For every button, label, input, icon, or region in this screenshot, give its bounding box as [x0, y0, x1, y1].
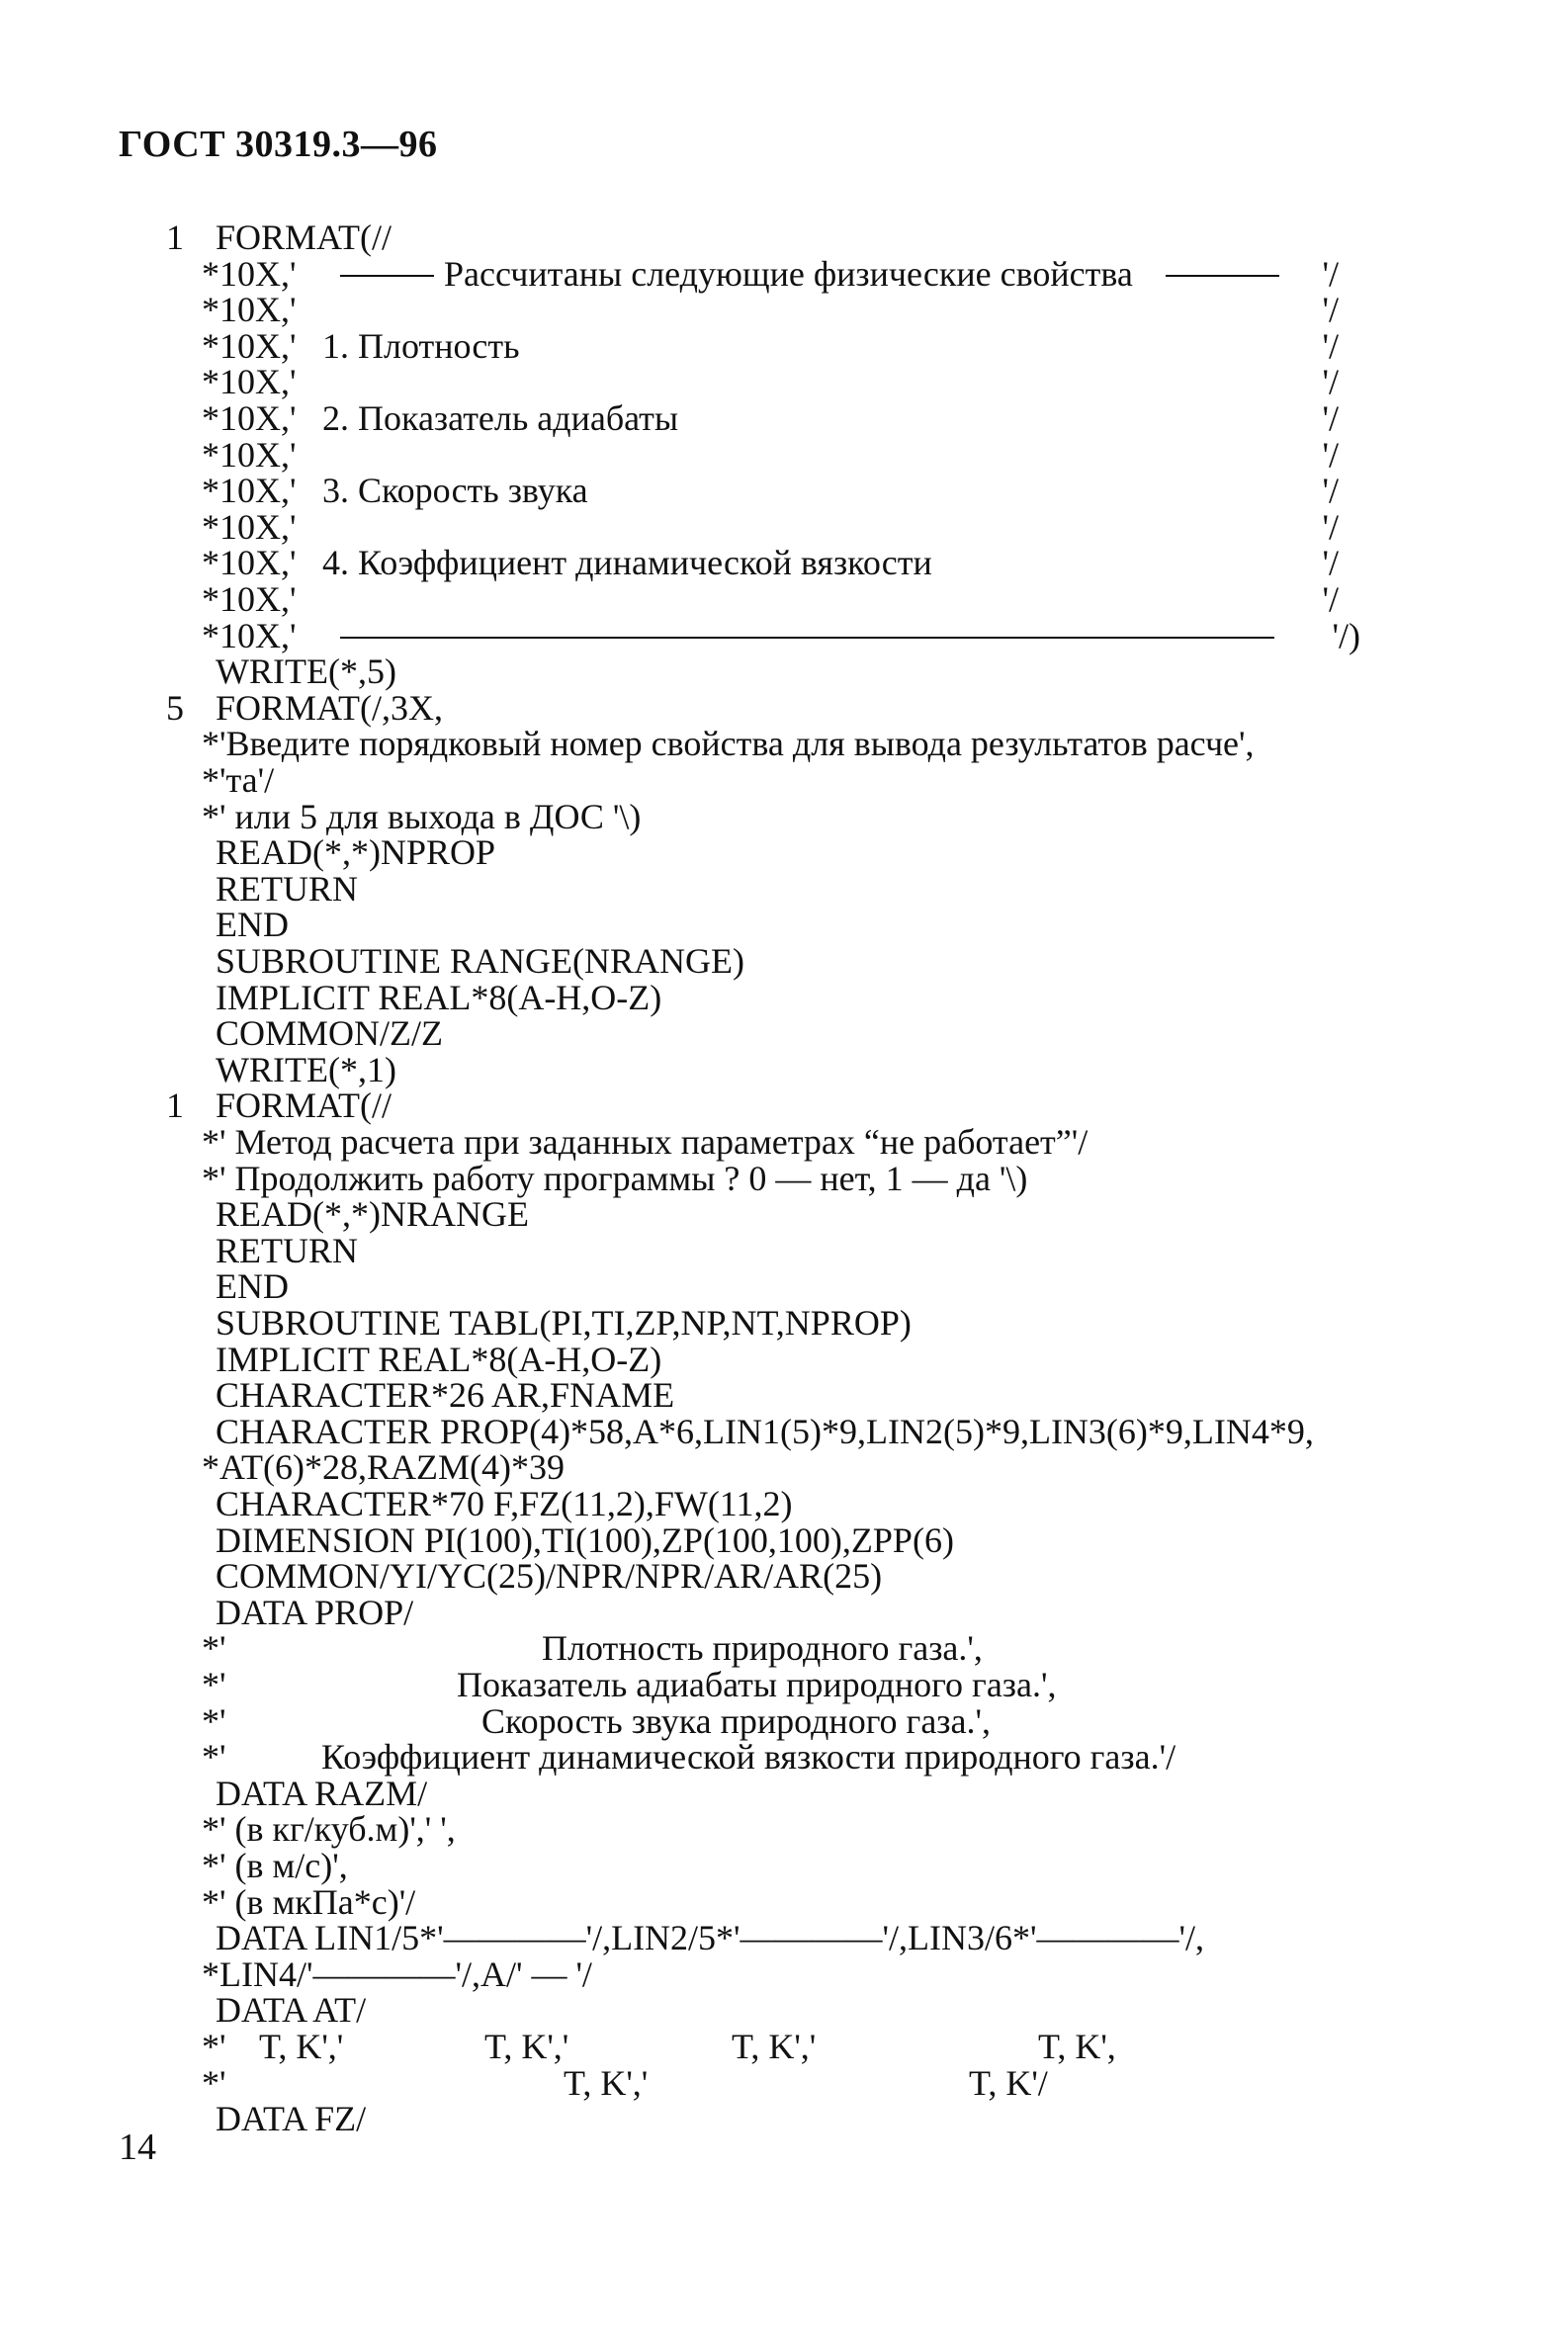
code-text: *' (в м/с)',: [202, 1846, 348, 1885]
format-end: '/: [1322, 398, 1339, 438]
code-text: RETURN: [216, 868, 358, 909]
document-header: ГОСТ 30319.3—96: [119, 124, 438, 165]
format-end: '/: [1322, 325, 1339, 366]
at-item: T, K',': [732, 2027, 826, 2066]
code-text: FORMAT(/,3X,: [216, 687, 444, 728]
code-line: [0, 2062, 1568, 2103]
code-text: WRITE(*,1): [216, 1049, 396, 1089]
code-line: [0, 1848, 1568, 1884]
at-item: T, K',': [484, 2027, 578, 2066]
code-line: [0, 615, 1568, 655]
dash-rule: [340, 637, 1274, 639]
code-line: [0, 1015, 1568, 1052]
format-prefix: *10X,': [202, 579, 297, 619]
code-line: [0, 1519, 1568, 1560]
property-name: Плотность природного газа.',: [542, 1628, 983, 1669]
code-text: FORMAT(//: [216, 217, 392, 257]
code-line: [0, 434, 1568, 475]
format-title: Рассчитаны следующие физические свойства: [444, 253, 1133, 294]
code-line: [0, 943, 1568, 980]
code-line: [0, 1049, 1568, 1089]
code-text: SUBROUTINE TABL(PI,TI,ZP,NP,NT,NPROP): [216, 1303, 912, 1343]
code-line: [0, 1339, 1568, 1379]
property-name: Показатель адиабаты природного газа.',: [457, 1665, 1057, 1704]
code-line: [0, 1881, 1568, 1922]
property-name: Скорость звука природного газа.',: [481, 1700, 991, 1741]
code-line: [0, 1630, 1568, 1667]
at-item: T, K',: [1038, 2027, 1116, 2066]
code-text: CHARACTER*26 AR,FNAME: [216, 1375, 675, 1416]
code-line: [0, 364, 1568, 400]
code-text: *'та'/: [202, 760, 275, 800]
format-prefix: *10X,': [202, 290, 297, 330]
code-line: [0, 2029, 1568, 2065]
at-item: T, K',': [259, 2027, 353, 2066]
code-line: [0, 868, 1568, 909]
code-line: [0, 834, 1568, 871]
property-item: 3. Скорость звука: [322, 471, 588, 511]
code-text: *' Метод расчета при заданных параметрах “не работает”'/: [202, 1122, 1089, 1162]
statement-label: 1: [166, 1085, 184, 1126]
code-line: [0, 1992, 1568, 2029]
format-end: '/): [1332, 615, 1360, 655]
format-end: '/: [1322, 290, 1339, 330]
continuation-mark: *': [202, 1700, 226, 1741]
property-item: 4. Коэффициент динамической вязкости: [322, 543, 932, 583]
code-line: [0, 1449, 1568, 1486]
code-text: *' (в мкПа*с)'/: [202, 1881, 416, 1922]
format-end: '/: [1322, 506, 1339, 547]
code-text: COMMON/YI/YC(25)/NPR/NPR/AR/AR(25): [216, 1556, 883, 1597]
code-line: [0, 1196, 1568, 1233]
code-line: [0, 762, 1568, 799]
code-line: [0, 1667, 1568, 1703]
statement-label: 1: [166, 217, 184, 257]
code-line: [0, 1953, 1568, 1994]
page-number: 14: [119, 2126, 156, 2168]
code-line: [0, 545, 1568, 581]
code-text: *' или 5 для выхода в ДОС '\): [202, 796, 642, 836]
code-line: [0, 796, 1568, 836]
code-line: [0, 1230, 1568, 1270]
continuation-mark: *': [202, 1665, 226, 1704]
code-line: [0, 1486, 1568, 1522]
dash-rule: [1166, 275, 1279, 277]
code-line: [0, 325, 1568, 366]
code-text: CHARACTER PROP(4)*58,A*6,LIN1(5)*9,LIN2(5)*9,LIN3(6)*9,LIN4*9,: [216, 1411, 1314, 1451]
code-line: [0, 1268, 1568, 1305]
format-prefix: *10X,': [202, 615, 297, 655]
code-text: DATA RAZM/: [216, 1773, 428, 1813]
code-text: *AT(6)*28,RAZM(4)*39: [202, 1447, 565, 1488]
property-name: Коэффициент динамической вязкости природного газа.'/: [321, 1737, 1176, 1778]
code-line: [0, 1558, 1568, 1595]
format-prefix: *10X,': [202, 325, 297, 366]
code-text: *' Продолжить работу программы ? 0 — нет, 1 — да '\): [202, 1158, 1028, 1198]
format-end: '/: [1322, 579, 1339, 619]
code-text: *LIN4/'————'/,A/' — '/: [202, 1953, 592, 1994]
format-end: '/: [1322, 434, 1339, 475]
continuation-mark: *': [202, 2062, 226, 2103]
code-line: [0, 400, 1568, 437]
code-text: WRITE(*,5): [216, 651, 396, 692]
continuation-mark: *': [202, 1628, 226, 1669]
at-item: T, K',': [564, 2062, 657, 2103]
code-text: IMPLICIT REAL*8(A-H,O-Z): [216, 977, 662, 1017]
format-prefix: *10X,': [202, 253, 297, 294]
at-item: T, K'/: [969, 2062, 1048, 2103]
code-text: DATA FZ/: [216, 2099, 367, 2139]
code-text: READ(*,*)NRANGE: [216, 1194, 529, 1235]
code-line: [0, 219, 1568, 256]
code-line: [0, 506, 1568, 547]
format-end: '/: [1322, 543, 1339, 583]
format-prefix: *10X,': [202, 543, 297, 583]
code-line: [0, 1773, 1568, 1813]
code-line: [0, 653, 1568, 690]
code-line: [0, 1811, 1568, 1848]
format-end: '/: [1322, 362, 1339, 402]
code-line: [0, 1087, 1568, 1124]
code-text: *' (в кг/куб.м)',' ',: [202, 1809, 456, 1850]
code-text: CHARACTER*70 F,FZ(11,2),FW(11,2): [216, 1484, 793, 1523]
code-text: RETURN: [216, 1230, 358, 1270]
code-text: DIMENSION PI(100),TI(100),ZP(100,100),ZPP(6): [216, 1519, 954, 1560]
code-line: [0, 1411, 1568, 1451]
dash-rule: [340, 275, 434, 277]
code-text: IMPLICIT REAL*8(A-H,O-Z): [216, 1339, 662, 1379]
code-line: [0, 907, 1568, 943]
code-line: [0, 292, 1568, 328]
code-line: [0, 977, 1568, 1017]
code-text: SUBROUTINE RANGE(NRANGE): [216, 941, 744, 981]
code-line: [0, 687, 1568, 728]
code-line: [0, 1700, 1568, 1741]
continuation-mark: *': [202, 2027, 226, 2066]
format-prefix: *10X,': [202, 398, 297, 438]
code-line: [0, 2101, 1568, 2137]
format-prefix: *10X,': [202, 471, 297, 511]
code-line: [0, 1739, 1568, 1776]
code-line: [0, 726, 1568, 762]
format-end: '/: [1322, 253, 1339, 294]
code-line: [0, 1158, 1568, 1198]
code-text: FORMAT(//: [216, 1085, 392, 1126]
continuation-mark: *': [202, 1737, 226, 1778]
code-text: END: [216, 905, 289, 945]
code-text: *'Введите порядковый номер свойства для вывода результатов расче',: [202, 724, 1255, 764]
code-text: DATA LIN1/5*'————'/,LIN2/5*'————'/,LIN3/6*'————'/,: [216, 1918, 1204, 1958]
code-text: DATA AT/: [216, 1990, 367, 2031]
code-line: [0, 1305, 1568, 1342]
code-line: [0, 1377, 1568, 1414]
code-text: COMMON/Z/Z: [216, 1013, 444, 1054]
code-line: [0, 581, 1568, 618]
format-prefix: *10X,': [202, 362, 297, 402]
property-item: 1. Плотность: [322, 325, 520, 366]
code-line: [0, 1592, 1568, 1632]
format-end: '/: [1322, 471, 1339, 511]
code-line: [0, 1124, 1568, 1161]
code-line: [0, 473, 1568, 509]
code-text: END: [216, 1266, 289, 1307]
format-prefix: *10X,': [202, 506, 297, 547]
code-text: READ(*,*)NPROP: [216, 832, 496, 873]
code-line: [0, 1920, 1568, 1956]
property-item: 2. Показатель адиабаты: [322, 398, 679, 438]
format-prefix: *10X,': [202, 434, 297, 475]
code-text: DATA PROP/: [216, 1592, 414, 1632]
statement-label: 5: [166, 687, 184, 728]
code-line: [0, 253, 1568, 294]
